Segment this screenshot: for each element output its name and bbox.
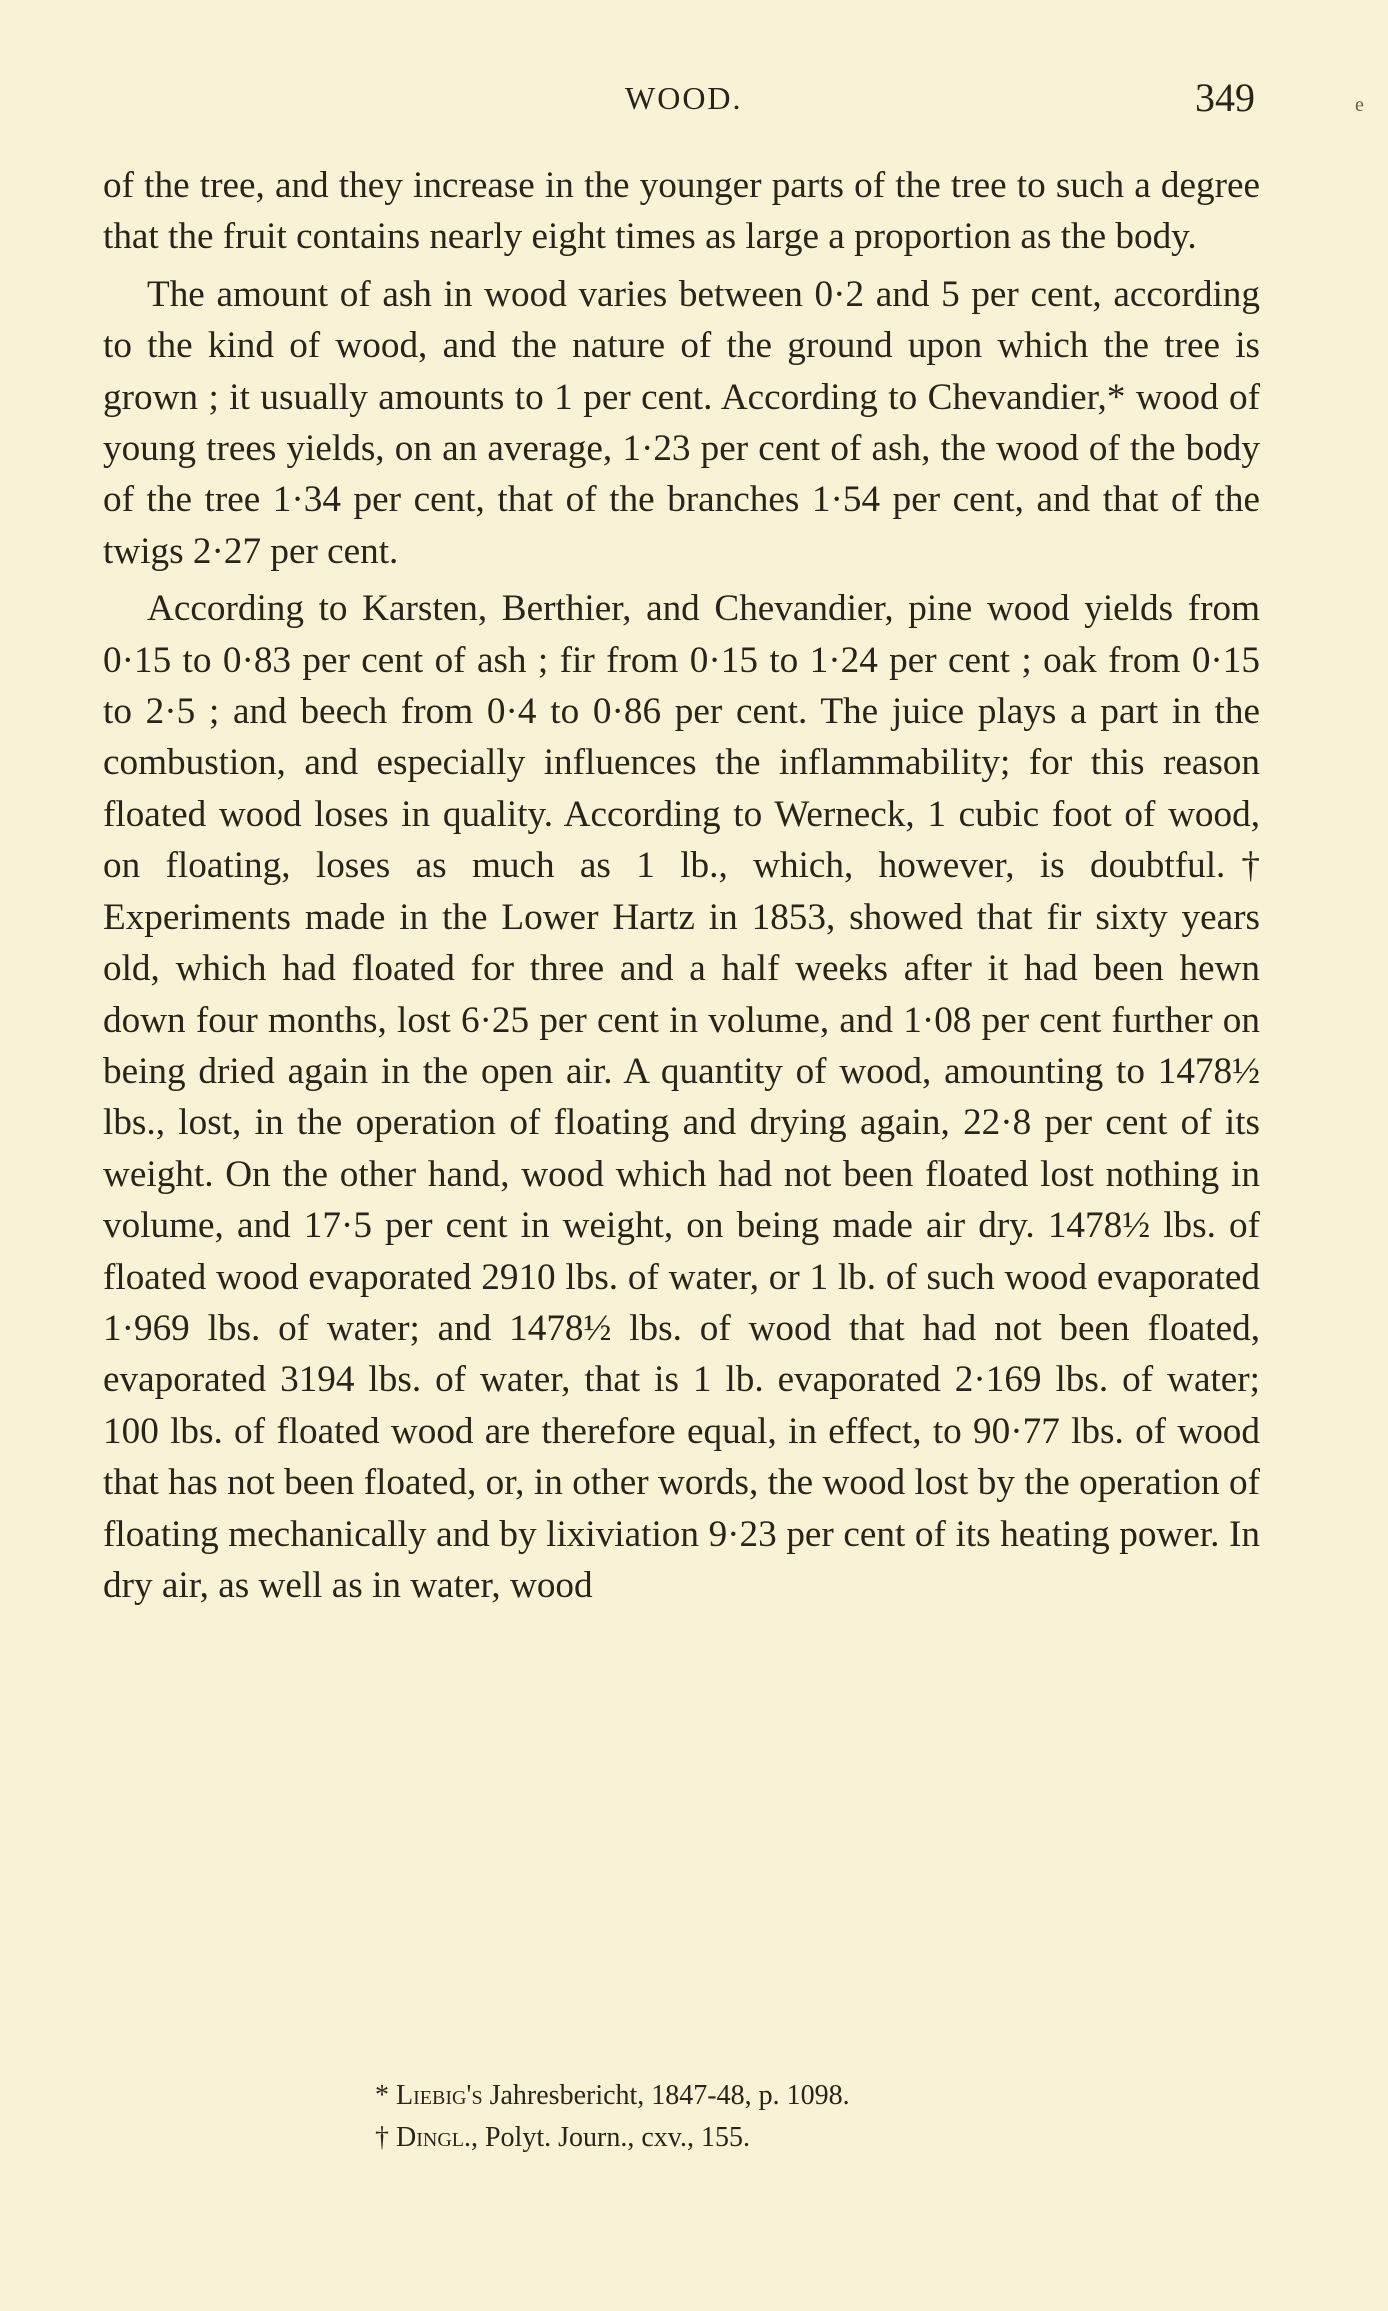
footnote-author: Liebig's [396,2080,483,2111]
footnote-author: Dingl. [396,2122,471,2153]
corner-mark: e [1355,94,1364,116]
footnote-dingl [375,2117,1175,2159]
paragraph-ash-amount: The amount of ash in wood varies between 0·2 and 5 per cent, according to the kind of wood, and the nature of the ground upon which the tree is grown ; it usually amounts to 1 per cent. According to Chevandier,* wood of young trees yields, on an average, 1·23 per cent of ash, the wood of the body of the tree 1·34 per cent, that of the branches 1·54 per cent, and that of the twigs 2·27 per cent. [103,273,1260,572]
paragraph-floated-wood: According to Karsten, Berthier, and Chevandier, pine wood yields from 0·15 to 0·83 per cent of ash ; fir from 0·15 to 1·24 per cent ; oak from 0·15 to 2·5 ; and beech from 0·4 to 0·86 per cent. The juice plays a part in the combustion, and especially influences the inflammability; for this reason floated wood loses in quality. According to Werneck, 1 cubic foot of wood, on floating, loses as much as 1 lb., which, however, is doubtful.† Experiments made in the Lower Hartz in 1853, showed that fir sixty years old, which had floated for three and a half weeks after it had been hewn down four months, lost 6·25 per cent in volume, and 1·08 per cent further on being dried again in the open air. A quantity of wood, amounting to 1478½ lbs., lost, in the operation of floating and drying again, 22·8 per cent of its weight. On the other hand, wood which had not been floated lost nothing in volume, and 17·5 per cent in weight, on being made air dry. 1478½ lbs. of floated wood evaporated 2910 lbs. of water, or 1 lb. of such wood evaporated 1·969 lbs. of water; and 1478½ lbs. of wood that had not been floated, evaporated 3194 lbs. of water, that is 1 lb. evaporated 2·169 lbs. of water; 100 lbs. of floated wood are therefore equal, in effect, to 90·77 lbs. of wood that has not been floated, or, in other words, the wood lost by the operation of floating mechanically and by lixiviation 9·23 per cent of its heating power. In dry air, as well as in water, wood [103,588,1260,1606]
running-title: WOOD. [625,80,743,116]
footnote-citation: , Polyt. Journ., cxv., 155. [470,2122,750,2153]
footnotes [375,2075,1175,2159]
paragraph-continued: of the tree, and they increase in the younger parts of the tree to such a degree that the fruit contains nearly eight times as large a proportion as the body. [103,165,1260,258]
page-number: 349 [1195,75,1255,120]
footnote-citation: Jahresbericht, 1847-48, p. 1098. [482,2080,850,2111]
footnote-liebig [375,2075,1175,2117]
body-text [103,160,1260,1611]
running-head [0,75,1388,130]
footnote-marker: † [375,2122,389,2153]
footnote-marker: * [375,2080,389,2111]
